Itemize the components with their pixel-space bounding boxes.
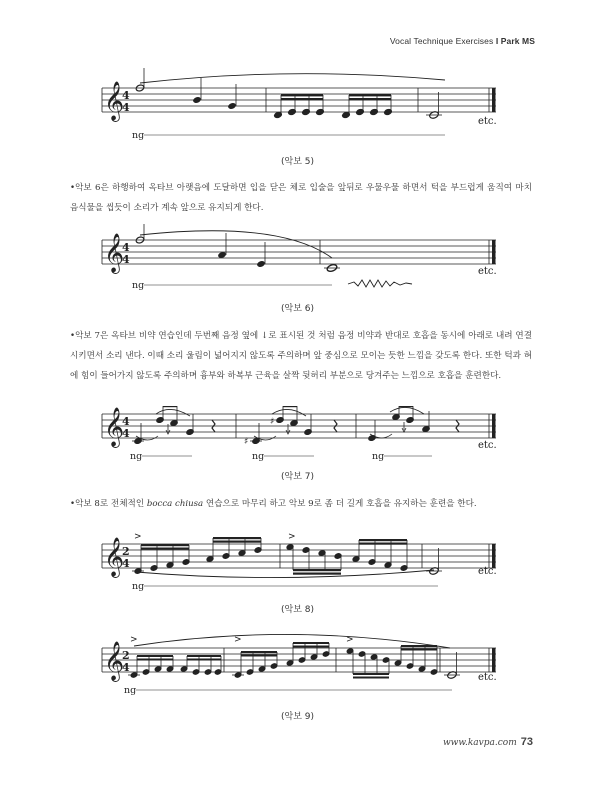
score-example-7 — [100, 406, 500, 462]
running-header — [390, 36, 535, 46]
etc-label: etc. — [478, 672, 497, 683]
paragraph-text: 악보 8로 전체적인 — [75, 499, 147, 509]
syllable-label: ng — [132, 280, 145, 291]
chewing-wave — [348, 280, 412, 287]
etc-label: etc. — [478, 266, 497, 277]
svg-text:>: > — [134, 532, 142, 542]
caption-example-6: (악보 6) — [281, 304, 314, 314]
score-example-9 — [100, 628, 500, 698]
svg-text:𝄞: 𝄞 — [104, 537, 125, 577]
time-sig-bottom: 4 — [122, 427, 130, 440]
svg-text:♯: ♯ — [270, 417, 275, 427]
paragraph-text: 악보 6은 하행하여 옥타브 아랫음에 도달하면 입을 닫은 체로 입술을 앞뒤로 우물우물 하면서 턱을 부드럽게 움직여 마치 음식물을 씹듯이 소리가 계속 앞으로 유지되게 한다. — [70, 183, 532, 213]
time-sig-top: 4 — [122, 89, 130, 102]
time-sig-top: 4 — [122, 241, 130, 254]
paragraph-text: 악보 7은 옥타브 비약 연습인데 두번째 음정 옆에 ↓로 표시된 것 처럼 음정 비약과 반대로 호흡을 동시에 아래로 내려 연결시키면서 소리 낸다. 이때 소리 울림이 넓어지지 않도록 주의하며 앞 중심으로 모이는 듯한 느낌을 갖도록 한다. 또한 턱과 혀에 힘이 들어가지 않도록 주의하며 흉부와 하복부 근육을 살짝 뒷허리 부분으로 당겨주는 느낌으로 호흡을 훈련한다. — [70, 331, 532, 381]
time-sig-top: 4 — [122, 415, 130, 428]
paragraph-example-7 — [70, 326, 532, 386]
svg-text:>: > — [346, 635, 354, 645]
score-example-6 — [100, 224, 500, 300]
paragraph-example-6 — [70, 178, 532, 218]
caption-example-8: (악보 8) — [281, 605, 314, 615]
svg-text:>: > — [234, 635, 242, 645]
time-sig-bottom: 4 — [122, 557, 130, 570]
header-separator: I — [495, 36, 499, 46]
score-example-5 — [100, 68, 500, 148]
svg-text:𝄞: 𝄞 — [104, 81, 125, 121]
paragraph-text: 연습으로 마무리 하고 악보 9로 좀 더 길게 호흡을 유지하는 훈련을 한다. — [203, 499, 477, 509]
time-sig-top: 2 — [122, 649, 130, 662]
svg-text:𝄞: 𝄞 — [104, 407, 125, 447]
svg-text:𝄞: 𝄞 — [104, 641, 125, 681]
svg-text:>: > — [130, 635, 138, 645]
syllable-label: ng — [252, 451, 265, 462]
score-example-8 — [100, 526, 500, 594]
svg-text:𝄞: 𝄞 — [104, 233, 125, 273]
header-title: Vocal Technique Exercises — [389, 36, 494, 46]
header-author: Park MS — [500, 36, 535, 46]
syllable-label: ng — [372, 451, 385, 462]
bullet: • — [70, 499, 76, 509]
time-sig-top: 2 — [122, 545, 130, 558]
bullet: • — [70, 183, 76, 193]
etc-label: etc. — [478, 440, 497, 451]
caption-example-5: (악보 5) — [281, 157, 314, 167]
etc-label: etc. — [478, 566, 497, 577]
syllable-label: ng — [124, 685, 137, 696]
etc-label: etc. — [478, 116, 497, 127]
page-number: 73 — [520, 736, 533, 748]
bullet: • — [70, 331, 76, 341]
time-sig-bottom: 4 — [122, 661, 130, 674]
syllable-label: ng — [130, 451, 143, 462]
caption-example-9: (악보 9) — [281, 712, 314, 722]
syllable-label: ng — [132, 130, 145, 141]
page-footer — [443, 736, 533, 748]
caption-example-7: (악보 7) — [281, 472, 314, 482]
svg-text:♯: ♯ — [244, 437, 249, 447]
svg-text:>: > — [288, 532, 296, 542]
website-link[interactable]: www.kavpa.com — [442, 738, 517, 748]
time-sig-bottom: 4 — [122, 101, 130, 114]
italic-term: bocca chiusa — [146, 499, 204, 509]
syllable-label: ng — [132, 581, 145, 592]
time-sig-bottom: 4 — [122, 253, 130, 266]
paragraph-example-8 — [70, 494, 532, 514]
